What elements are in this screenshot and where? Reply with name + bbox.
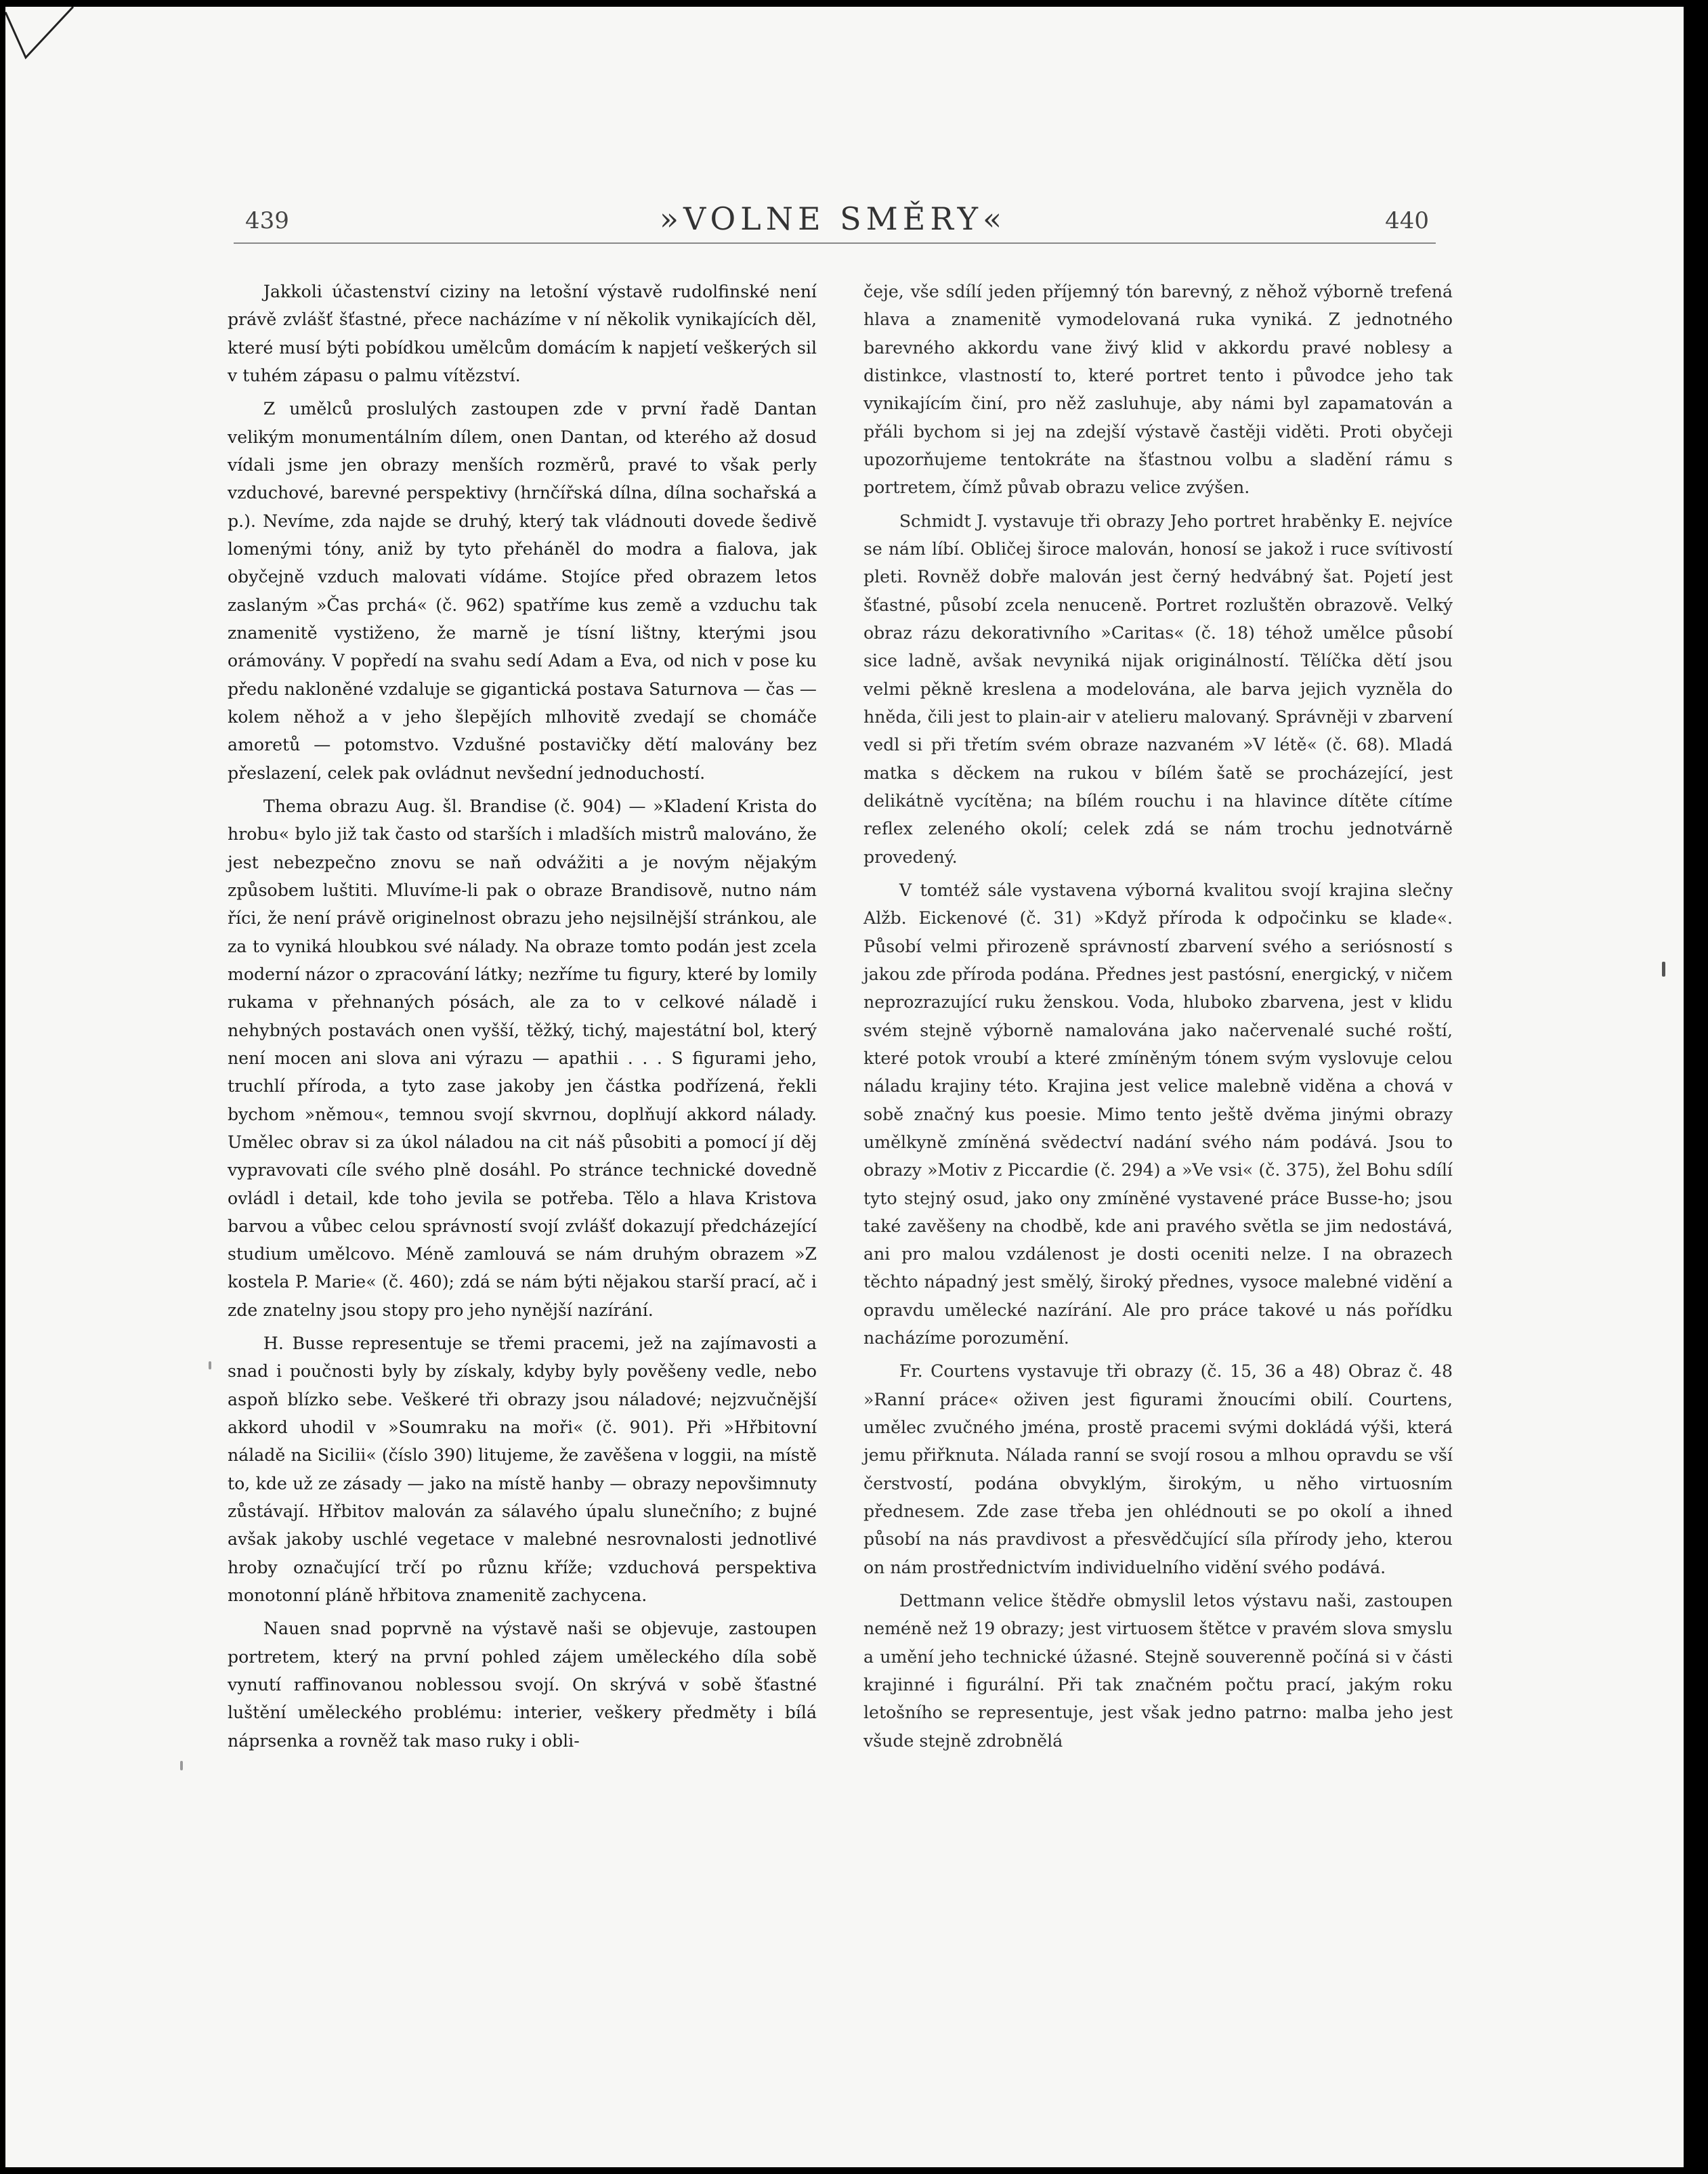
edge-mark-left: [180, 1761, 183, 1770]
header-rule: [234, 242, 1436, 244]
running-header: [237, 200, 1429, 241]
page-number-left: 439: [245, 207, 289, 234]
left-column: [228, 278, 817, 1760]
paragraph: Thema obrazu Aug. šl. Brandise (č. 904) — »Kladení Krista do hrobu« bylo již tak často od starších i mladších mistrů malováno, že jest nebezpečno znovu se naň odvážiti a je novým nějakým způsobem luštiti. Mluvíme-li pak o obraze Brandisově, nutno nám říci, že není právě originelnost obrazu jeho nejsilnější stránkou, ale za to vyniká hloubkou své nálady. Na obraze tomto podán jest zcela moderní názor o zpracování látky; nezříme tu figury, které by lomily rukama v přehnaných pósách, ale za to v celkové náladě i nehybných postavách onen vyšší, těžký, tichý, majestátní bol, který není mocen ani slova ani výrazu — apathii . . . S figurami jeho, truchlí příroda, a tyto zase jakoby jen částka podřízená, řekli bychom »němou«, temnou svojí skvrnou, doplňují akkord nálady. Umělec obrav si za úkol náladou na cit náš působiti a pomocí jí děj vypravovati cíle svého plně dosáhl. Po stránce technické dovedně ovládl i detail, kde toho jevila se potřeba. Tělo a hlava Kristova barvou a vůbec celou správností svojí zvlášť dokazují předcházející studium umělcovo. Méně zamlouvá se nám druhým obrazem »Z kostela P. Marie« (č. 460); zdá se nám býti nějakou starší prací, ač i zde znatelny jsou stopy pro jeho nynější nazírání.: [228, 796, 817, 1320]
journal-title: »VOLNE SMĚRY«: [659, 200, 1007, 237]
paragraph: V tomtéž sále vystavena výborná kvalitou svojí krajina slečny Alžb. Eickenové (č. 31) »Když příroda k odpočinku se klade«. Působí velmi přirozeně správností zbarvení svého a seriósností s jakou zde příroda podána. Přednes jest pastósní, energický, v ničem neprozrazující ruku ženskou. Voda, hluboko zbarvena, jest v klidu svém stejně výborně namalována jako načervenalé suché roští, které potok vroubí a které zmíněným tónem svým vyslovuje celou náladu krajiny této. Krajina jest velice malebně viděna a chová v sobě značný kus poesie. Mimo tento ještě dvěma jinými obrazy umělkyně zmíněná svědectví nadání svého nám podává. Jsou to obrazy »Motiv z Piccardie (č. 294) a »Ve vsi« (č. 375), žel Bohu sdílí tyto stejný osud, jako ony zmíněné vystavené práce Busse-ho; jsou také zavěšeny na chodbě, kde ani pravého světla se jim nedostává, ani pro malou vzdálenost je dosti oceniti nelze. I na obrazech těchto nápadný jest smělý, široký přednes, vysoce malebné vidění a opravdu umělecké nazírání. Ale pro práce takové u nás pořídku nacházíme porozumění.: [863, 880, 1453, 1348]
paragraph: Jakkoli účastenství ciziny na letošní výstavě rudolfinské není právě zvlášť šťastné, přece nacházíme v ní několik vynikajících děl, které musí býti pobídkou umělcům domácím k napjetí veškerých sil v tuhém zápasu o palmu vítězství.: [228, 282, 817, 385]
paragraph: čeje, vše sdílí jeden příjemný tón barevný, z něhož výborně trefená hlava a znamenitě vymodelovaná ruka vyniká. Z jednotného barevného akkordu vane živý klid v akkordu pravé noblesy a distinkce, vlastností to, které portret tento i původce jeho tak vynikajícím činí, pro něž zasluhuje, aby námi byl zapamatován a přáli bychom si jej na zdejší výstavě častěji viděti. Proti obyčeji upozorňujeme tentokráte na šťastnou volbu a sladění rámu s portretem, čímž půvab obrazu velice zvýšen.: [863, 282, 1453, 498]
edge-mark-left-2: [209, 1361, 211, 1369]
paragraph: H. Busse representuje se třemi pracemi, jež na zajímavosti a snad i poučnosti byly by získaly, kdyby byly pověšeny vedle, nebo aspoň blízko sebe. Veškeré tři obrazy jsou náladové; nejzvučnější akkord uhodil v »Soumraku na moři« (č. 901). Při »Hřbitovní náladě na Sicilii« (číslo 390) litujeme, že zavěšena v loggii, na místě to, kde už ze zásady — jako na místě hanby — obrazy nepovšimnuty zůstávají. Hřbitov malován za sálavého úpalu slunečního; z bujné avšak jakoby uschlé vegetace v malebné nesrovnalosti jednotlivé hroby označující trčí po různu kříže; vzduchová perspektiva monotonní pláně hřbitova znamenitě zachycena.: [228, 1334, 817, 1606]
page-number-right: 440: [1385, 207, 1429, 234]
paragraph: Nauen snad poprvně na výstavě naši se objevuje, zastoupen portretem, který na první pohled zájem uměleckého díla sobě vynutí raffinovanou noblessou svojí. On skrývá v sobě šťastné luštění uměleckého problému: interier, veškery předměty i bílá náprsenka a rovněž tak maso ruky i obli-: [228, 1619, 817, 1751]
paragraph: Z umělců proslulých zastoupen zde v první řadě Dantan velikým monumentálním dílem, onen Dantan, od kterého až dosud vídali jsme jen obrazy menších rozměrů, pravé to však perly vzduchové, barevné perspektivy (hrnčířská dílna, dílna sochařská a p.). Nevíme, zda najde se druhý, který tak vládnouti dovede šedivě lomenými tóny, aniž by tyto přeháněl do modra a fialova, jak obyčejně vzduch malovati vídáme. Stojíce před obrazem letos zaslaným »Čas prchá« (č. 962) spatříme kus země a vzduchu tak znamenitě vystiženo, že marně je tísní lištny, kterými jsou orámovány. V popředí na svahu sedí Adam a Eva, od nich v pose ku předu nakloněné vzdaluje se gigantická postava Saturnova — čas — kolem něhož a v jeho šlepějích mlhovitě zvedají se chomáče amoretů — potomstvo. Vzdušné postavičky dětí malovány bez přeslazení, celek pak ovládnut nevšední jednoduchostí.: [228, 399, 817, 783]
paragraph: Dettmann velice štědře obmyslil letos výstavu naši, zastoupen neméně než 19 obrazy; jest virtuosem štětce v pravém slova smyslu a umění jeho technické úžasné. Stejně souverenně počíná si v části krajinné i figurální. Při tak značném počtu prací, jakým roku letošního se representuje, jest však jedno patrno: malba jeho jest všude stejně zdrobnělá: [863, 1591, 1453, 1751]
right-column: [863, 278, 1453, 1760]
paragraph: Schmidt J. vystavuje tři obrazy Jeho portret hraběnky E. nejvíce se nám líbí. Obličej široce malován, honosí se jakož i ruce svítivostí pleti. Rovněž dobře malován jest černý hedvábný šat. Pojetí jest šťastné, působí zcela nenuceně. Portret rozluštěn obrazově. Velký obraz rázu dekorativního »Caritas« (č. 18) téhož umělce působí sice ladně, avšak nevyniká nijak originálností. Tělíčka dětí jsou velmi pěkně kreslena a modelována, ale barva jejich vyzněla do hněda, čili jest to plain-air v atelieru malovaný. Správněji v zbarvení vedl si při třetím svém obraze nazvaném »V létě« (č. 68). Mladá matka s děckem na rukou v bílém šatě se procházející, jest delikátně vycítěna; na bílém rouchu i na hlavince dítěte cítíme reflex zeleného okolí; celek zdá se nám trochu jednotvárně provedený.: [863, 511, 1453, 867]
paragraph: Fr. Courtens vystavuje tři obrazy (č. 15, 36 a 48) Obraz č. 48 »Ranní práce« oživen jest figurami žnoucími obilí. Courtens, umělec zvučného jména, prostě pracemi svými dokládá výši, která jemu přiřknuta. Nálada ranní se svojí rosou a mlhou opravdu se vší čerstvostí, podána obvyklým, širokým, u něho virtuosním přednesem. Zde zase třeba jen ohlédnouti se po okolí a ihned působí na nás pravdivost a přesvědčující síla přírody jeho, kterou on nám prostřednictvím individuelního vidění svého podává.: [863, 1361, 1453, 1577]
folded-corner-mark: [5, 7, 80, 68]
edge-mark-right: [1662, 962, 1665, 977]
